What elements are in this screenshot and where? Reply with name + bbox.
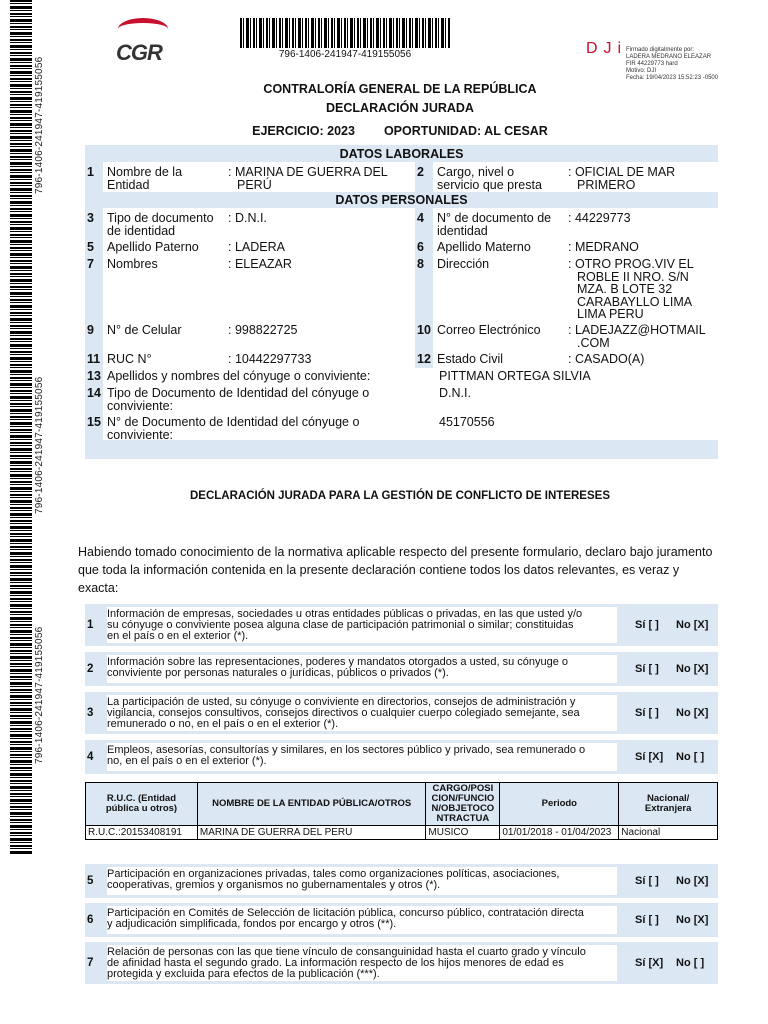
logo-text: CGR (116, 40, 162, 65)
question-text: Participación en Comités de Selección de licitación pública, concurso público, contratación directa y adjudicación simplificada, fondos por encargo y otros (**). (107, 906, 617, 934)
field-label-estado-civil: Estado Civil (437, 352, 503, 366)
field-value-num-doc-conyuge: 45170556 (439, 415, 495, 429)
field-value-nombres: : ELEAZAR (228, 257, 292, 271)
section-datos-personales: DATOS PERSONALES (335, 193, 468, 207)
field-value-ap-paterno: : LADERA (228, 240, 285, 254)
field-value-num-doc: : 44229773 (568, 211, 631, 225)
doc-title: DECLARACIÓN JURADA (326, 101, 474, 115)
field-value-entidad: : MARINA DE GUERRA DEL PERÚ (228, 165, 388, 192)
question-text: Participación en organizaciones privadas, tales como organizaciones políticas, asociaciones, cooperativas, gremios y organismos no gubernamentales y otros (*). (107, 867, 617, 895)
side-barcode-code: 796-1406-241947-419155056 (34, 56, 45, 194)
question-text: Empleos, asesorías, consultorías y similares, en los sectores público y privado, sea remunerado o no, en el país o en el exterior (*). (107, 743, 617, 771)
answer-si: Sí [ ] (635, 663, 659, 675)
answer-no: No [ ] (676, 751, 705, 763)
cell-nombre: MARINA DE GUERRA DEL PERU (197, 826, 426, 840)
field-label-cargo: Cargo, nivel o servicio que presta (437, 165, 542, 192)
cgr-logo (112, 18, 174, 64)
field-label-conyuge: Apellidos y nombres del cónyuge o conviviente: (107, 369, 371, 383)
org-title: CONTRALORÍA GENERAL DE LA REPÚBLICA (263, 82, 537, 96)
field-value-ruc: : 10442297733 (228, 352, 312, 366)
answer-no: No [X] (676, 914, 709, 926)
question-text: Información sobre las representaciones, poderes y mandatos otorgados a usted, su cónyuge o conviviente por personas naturales o jurídicas, públicos o privados (*). (107, 655, 617, 683)
ejercicio: EJERCICIO: 2023 (252, 124, 355, 138)
answer-no: No [X] (676, 707, 709, 719)
field-label-nombres: Nombres (107, 257, 158, 271)
field-label-ap-materno: Apellido Materno (437, 240, 531, 254)
field-value-correo: : LADEJAZZ@HOTMAIL .COM (568, 323, 706, 350)
question-row: 1 Información de empresas, sociedades u otras entidades públicas o privadas, en las que usted y/o su cónyuge o conviviente posea alguna clase de participación patrimonial o similar; constituidas en el país o en el exterior (*). Sí [ ] No [X] (85, 604, 718, 646)
dji-mark: DJi (586, 40, 628, 57)
field-label-correo: Correo Electrónico (437, 323, 541, 337)
col-periodo: Periodo (500, 783, 619, 826)
question-text: La participación de usted, su cónyuge o conviviente en directorios, consejos de administración y vigilancia, consejos consultivos, consejos directivos o cualquier cuerpo colegiado semejante, sea remunerado o no, en el país o en el exterior (*). (107, 695, 617, 731)
field-label-num-doc: N° de documento de identidad (437, 211, 552, 238)
top-barcode-code: 796-1406-241947-419155056 (278, 49, 412, 60)
field-value-conyuge: PITTMAN ORTEGA SILVIA (439, 369, 591, 383)
col-ruc: R.U.C. (Entidad pública u otros) (86, 783, 198, 826)
field-label-num-doc-conyuge: N° de Documento de Identidad del cónyuge o conviviente: (107, 415, 360, 442)
field-label-direccion: Dirección (437, 257, 490, 271)
answer-si: Sí [ ] (635, 707, 659, 719)
top-barcode (240, 18, 450, 48)
field-value-ap-materno: : MEDRANO (568, 240, 639, 254)
col-nombre: NOMBRE DE LA ENTIDAD PÚBLICA/OTROS (197, 783, 426, 826)
exercise-line (0, 124, 768, 138)
field-value-cargo: : OFICIAL DE MAR PRIMERO (568, 165, 676, 192)
answer-si: Sí [ ] (635, 875, 659, 887)
side-barcode-code: 796-1406-241947-419155056 (34, 626, 45, 764)
question-row: 7 Relación de personas con las que tiene vínculo de consanguinidad hasta el cuarto grado y vínculo de afinidad hasta el segundo grado. La información respecto de los hijos menores de edad es protegida y excluida para efectos de la publicación (***). Sí [X] No [ ] (85, 942, 718, 984)
field-value-estado-civil: : CASADO(A) (568, 352, 645, 366)
answer-si: Sí [X] (635, 957, 664, 969)
declaration-intro: Habiendo tomado conocimiento de la normativa aplicable respecto del presente formulario, declaro bajo juramento que toda la información contenida en la presente declaración contiene todos los datos relevantes, es veraz y exacta: (78, 545, 713, 595)
side-barcode-code: 796-1406-241947-419155056 (34, 376, 45, 514)
entities-table (85, 782, 718, 840)
cell-periodo: 01/01/2018 - 01/04/2023 (500, 826, 619, 840)
question-row: 3 La participación de usted, su cónyuge o conviviente en directorios, consejos de administración y vigilancia, consejos consultivos, consejos directivos o cualquier cuerpo colegiado semejante, sea remunerado o no, en el país o en el exterior (*). Sí [ ] No [X] (85, 692, 718, 734)
answer-si: Sí [X] (635, 751, 664, 763)
answer-no: No [X] (676, 875, 709, 887)
field-value-celular: : 998822725 (228, 323, 298, 337)
question-row: 5 Participación en organizaciones privadas, tales como organizaciones políticas, asociaciones, cooperativas, gremios y organismos no gubernamentales y otros (*). Sí [ ] No [X] (85, 864, 718, 898)
col-nacional: Nacional/ Extranjera (619, 783, 718, 826)
declaration-title: DECLARACIÓN JURADA PARA LA GESTIÓN DE CONFLICTO DE INTERESES (190, 490, 610, 502)
cell-cargo: MUSICO (426, 826, 500, 840)
field-value-direccion: : OTRO PROG.VIV EL ROBLE II NRO. S/N MZA. B LOTE 32 CARABAYLLO LIMA LIMA PERU (568, 257, 694, 321)
field-label-tipo-doc-conyuge: Tipo de Documento de Identidad del cónyuge o conviviente: (107, 386, 370, 413)
question-text: Información de empresas, sociedades u otras entidades públicas o privadas, en las que usted y/o su cónyuge o conviviente posea alguna clase de participación patrimonial o similar; constituidas en el país o en el exterior (*). (107, 607, 617, 643)
field-value-tipo-doc-conyuge: D.N.I. (439, 386, 471, 400)
field-label-tipo-doc: Tipo de documento de identidad (107, 211, 214, 238)
answer-si: Sí [ ] (635, 914, 659, 926)
table-row (86, 826, 718, 840)
answer-no: No [X] (676, 619, 709, 631)
cell-nacional: Nacional (619, 826, 718, 840)
question-text: Relación de personas con las que tiene vínculo de consanguinidad hasta el cuarto grado y vínculo de afinidad hasta el segundo grado. La información respecto de los hijos menores de edad es protegida y excluida para efectos de la publicación (***). (107, 945, 617, 981)
field-label-ap-paterno: Apellido Paterno (107, 240, 199, 254)
field-label-entidad: Nombre de la Entidad (107, 165, 183, 192)
answer-si: Sí [ ] (635, 619, 659, 631)
section-datos-laborales: DATOS LABORALES (339, 147, 464, 161)
col-cargo: CARGO/POSI CION/FUNCIO N/OBJETOCO NTRACTUA (426, 783, 500, 826)
field-value-tipo-doc: : D.N.I. (228, 211, 267, 225)
field-label-celular: N° de Celular (107, 323, 182, 337)
logo-swoosh-icon (118, 18, 168, 40)
answer-no: No [ ] (676, 957, 705, 969)
question-row: 2 Información sobre las representaciones, poderes y mandatos otorgados a usted, su cónyuge o conviviente por personas naturales o jurídicas, públicos o privados (*). Sí [ ] No [X] (85, 652, 718, 686)
digital-signature: Firmado digitalmente por: LADERA MEDRANO ELEAZAR FIR 44229773 hard Motivo: DJI Fecha: 19/04/2023 15:52:23 -0500 (626, 47, 719, 81)
cell-ruc: R.U.C.:20153408191 (86, 826, 198, 840)
answer-no: No [X] (676, 663, 709, 675)
field-label-ruc: RUC N° (107, 352, 152, 366)
oportunidad: OPORTUNIDAD: AL CESAR (383, 124, 548, 138)
question-row: 4 Empleos, asesorías, consultorías y similares, en los sectores público y privado, sea remunerado o no, en el país o en el exterior (*). Sí [X] No [ ] (85, 740, 718, 774)
question-row: 6 Participación en Comités de Selección de licitación pública, concurso público, contratación directa y adjudicación simplificada, fondos por encargo y otros (**). Sí [ ] No [X] (85, 903, 718, 937)
